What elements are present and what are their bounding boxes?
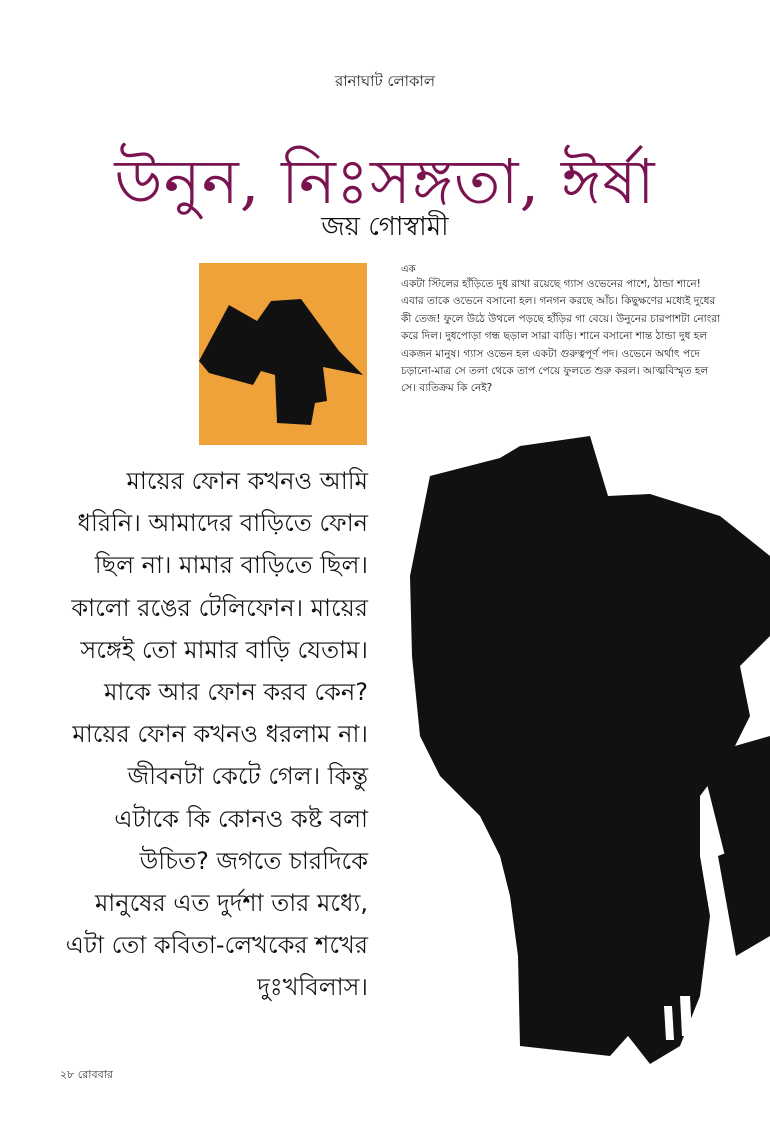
series-kicker: রানাঘাট লোকাল — [334, 72, 436, 90]
intro-paragraph: একটা স্টিলের হাঁড়িতে দুধ রাখা রয়েছে গ্যাস ওভেনের পাশে, ঠান্ডা শানে! এবার তাকে ওভেনে বসানো হল। গনগন করছে আঁচ। কিছুক্ষণের মধ্যেই দুধের কী তেজ! ফুলে উঠে উথলে পড়ছে হাঁড়ির গা বেয়ে। উনুনের চারপাশটা নোংরা করে দিল। দুধপোড়া গন্ধ ছড়াল সারা বাড়ি। শানে বসানো শান্ত ঠান্ডা দুধ হল একজন মানুষ। গ্যাস ওভেন হল একটা গুরুত্বপূর্ণ পদ। ওভেনে অর্থাৎ পদে চড়ানো-মাত্র সে তলা থেকে তাপ পেয়ে ফুলতে শুরু করল। আত্মবিস্মৃত হল সে। ব্যতিক্রম কি নেই? — [401, 278, 721, 395]
main-paragraph: মায়ের ফোন কখনও আমি ধরিনি। আমাদের বাড়িতে ফোন ছিল না। মামার বাড়িতে ছিল। কালো রঙের টেলিফোন। মায়ের সঙ্গেই তো মামার বাড়ি যেতাম। মাকে আর ফোন করব কেন? মায়ের ফোন কখনও ধরলাম না। জীবনটা কেটে গেল। কিন্তু এটাকে কি কোনও কষ্ট বলা উচিত? জগতে চারদিকে মানুষের এত দুর্দশা তার মধ্যে, এটা তো কবিতা-লেখকের শখের দুঃখবিলাস। — [65, 467, 368, 1002]
page-footer: ২৮ রোববার — [60, 1068, 113, 1081]
section-label: এক — [401, 264, 416, 275]
house-illustration — [199, 263, 367, 445]
author-name: জয় গোস্বামী — [321, 212, 449, 242]
figure-silhouette-illustration — [400, 436, 770, 1096]
article-title: উনুন, নিঃসঙ্গতা, ঈর্ষা — [114, 144, 656, 218]
